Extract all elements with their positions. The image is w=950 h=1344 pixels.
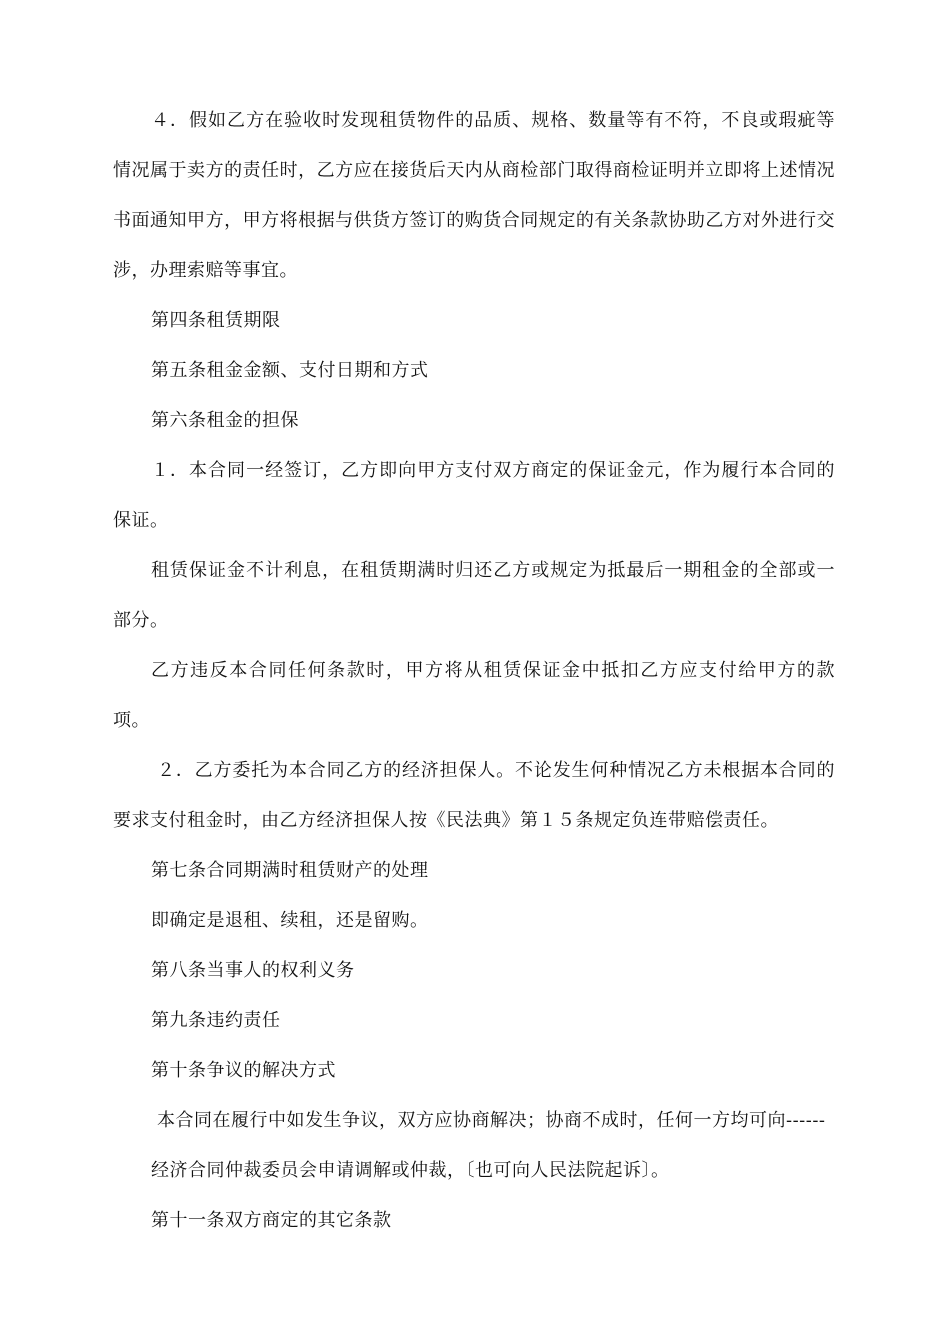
- article-9-heading: 第九条违约责任: [151, 1010, 281, 1031]
- article-4-heading: 第四条租赁期限: [151, 310, 281, 331]
- clause-paragraph-1: １．本合同一经签订，乙方即向甲方支付双方商定的保证金元，作为履行本合同的保证。: [113, 460, 835, 531]
- deposit-interest-paragraph: 租赁保证金不计利息，在租赁期满时归还乙方或规定为抵最后一期租金的全部或一部分。: [113, 560, 835, 631]
- article-6-heading: 第六条租金的担保: [151, 410, 299, 431]
- article-11-heading: 第十一条双方商定的其它条款: [151, 1210, 392, 1231]
- document-body: [113, 96, 835, 1246]
- article-7-heading: 第七条合同期满时租赁财产的处理: [151, 860, 429, 881]
- article-8-heading: 第八条当事人的权利义务: [151, 960, 355, 981]
- article-10-heading: 第十条争议的解决方式: [151, 1060, 336, 1081]
- deposit-deduction-paragraph: 乙方违反本合同任何条款时，甲方将从租赁保证金中抵扣乙方应支付给甲方的款项。: [113, 660, 835, 731]
- clause-paragraph-2: ２．乙方委托为本合同乙方的经济担保人。不论发生何种情况乙方未根据本合同的要求支付租金时，由乙方经济担保人按《民法典》第１５条规定负连带赔偿责任。: [113, 760, 835, 831]
- arbitration-paragraph: 经济合同仲裁委员会申请调解或仲裁，〔也可向人民法院起诉〕。: [151, 1160, 670, 1181]
- article-5-heading: 第五条租金金额、支付日期和方式: [151, 360, 429, 381]
- dispute-paragraph: 本合同在履行中如发生争议，双方应协商解决；协商不成时，任何一方均可向------: [157, 1110, 826, 1131]
- clause-paragraph-4: ４．假如乙方在验收时发现租赁物件的品质、规格、数量等有不符，不良或瑕疵等情况属于卖方的责任时，乙方应在接货后天内从商检部门取得商检证明并立即将上述情况书面通知甲方，甲方将根据与供货方签订的购货合同规定的有关条款协助乙方对外进行交涉，办理索赔等事宜。: [113, 110, 835, 281]
- disposal-paragraph: 即确定是退租、续租，还是留购。: [151, 910, 429, 931]
